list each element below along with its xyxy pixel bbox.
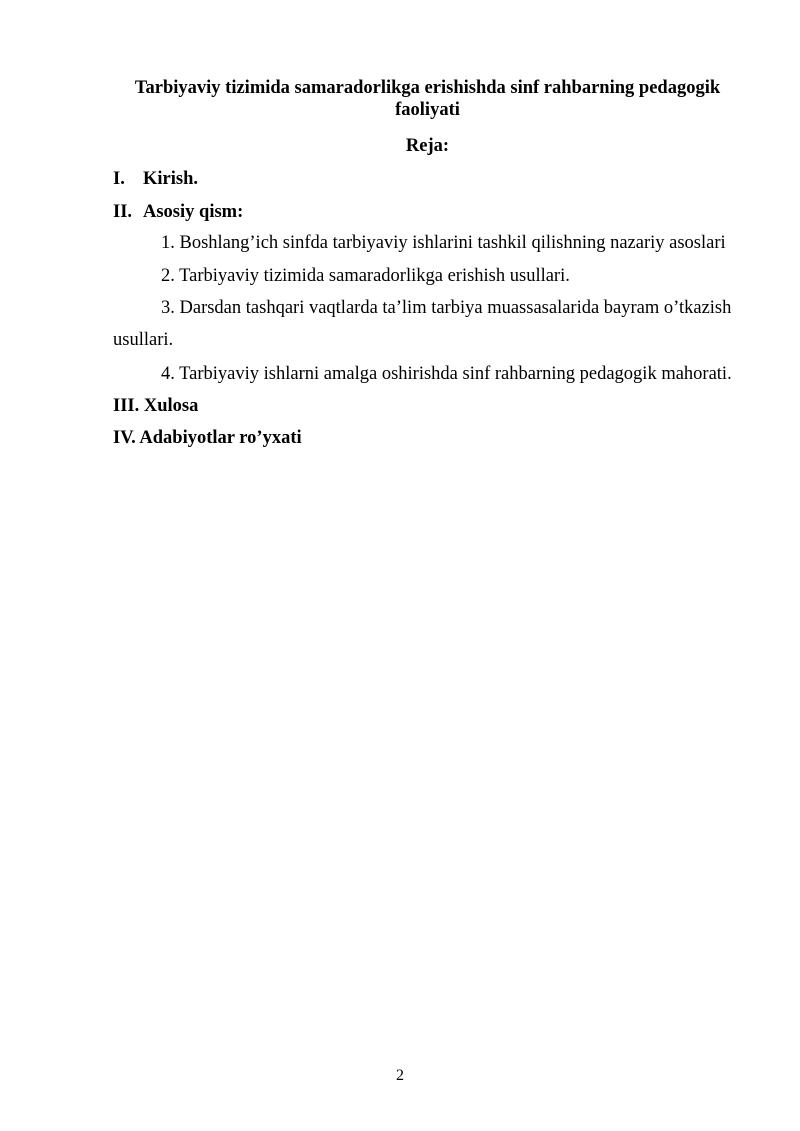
section-label: Asosiy qism: <box>143 202 244 222</box>
document-title: Tarbiyaviy tizimida samaradorlikga erishishda sinf rahbarning pedagogik faoliyati <box>134 78 721 120</box>
subitem-4: 4. Tarbiyaviy ishlarni amalga oshirishda sinf rahbarning pedagogik mahorati. <box>161 364 732 384</box>
subitem-1: 1. Boshlang’ich sinfda tarbiyaviy ishlarini tashkil qilishning nazariy asoslari <box>161 233 726 253</box>
subitem-3-continuation: usullari. <box>113 330 174 350</box>
subitem-3: 3. Darsdan tashqari vaqtlarda ta’lim tarbiya muassasalarida bayram o’tkazish <box>161 298 732 318</box>
section-main-part <box>113 201 243 223</box>
page-number: 2 <box>396 1067 404 1084</box>
section-references: IV. Adabiyotlar ro’yxati <box>113 428 302 448</box>
plan-heading: Reja: <box>405 136 450 156</box>
section-conclusion: III. Xulosa <box>113 396 199 416</box>
section-label: Kirish. <box>143 169 198 189</box>
section-numeral: II. <box>113 202 133 222</box>
section-numeral: I. <box>113 169 125 189</box>
subitem-2: 2. Tarbiyaviy tizimida samaradorlikga erishish usullari. <box>161 266 570 286</box>
section-introduction <box>113 168 198 190</box>
